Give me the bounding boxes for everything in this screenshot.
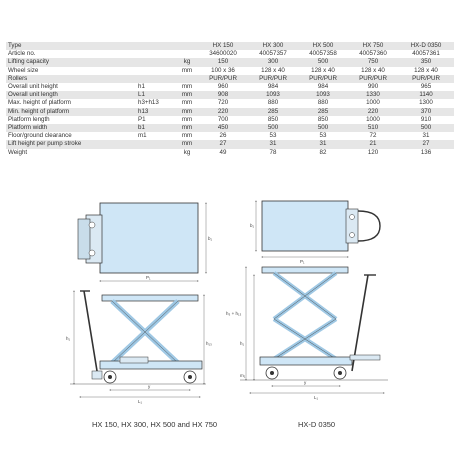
- side-view-drawing: [66, 291, 212, 404]
- row-symbol: m1: [134, 132, 176, 140]
- dim-label-h3h13: h₃ + h₁₃: [226, 311, 242, 316]
- row-label: Platform length: [6, 116, 134, 124]
- caption-left: HX 150, HX 300, HX 500 and HX 750: [92, 420, 218, 429]
- row-symbol: [134, 149, 176, 157]
- row-symbol: [134, 58, 176, 66]
- table-cell: 984: [248, 83, 298, 91]
- row-symbol: P1: [134, 116, 176, 124]
- table-row: [6, 83, 454, 91]
- table-cell: 500: [248, 124, 298, 132]
- table-cell: 984: [298, 83, 348, 91]
- row-label: Type: [6, 42, 134, 50]
- table-cell: 53: [298, 132, 348, 140]
- row-label: Wheel size: [6, 67, 134, 75]
- row-symbol: [134, 42, 176, 50]
- dim-label-h13-left: h₁₃: [206, 341, 212, 346]
- row-symbol: L1: [134, 91, 176, 99]
- dim-label-p1-top: P₁: [146, 275, 151, 280]
- row-label: Article no.: [6, 50, 134, 58]
- table-cell: 285: [298, 108, 348, 116]
- table-cell: 78: [248, 149, 298, 157]
- row-unit: [176, 42, 198, 50]
- table-cell: 128 x 40: [348, 67, 398, 75]
- dim-label-y-left: y: [148, 384, 151, 389]
- row-label: Rollers: [6, 75, 134, 83]
- table-cell: 1330: [348, 91, 398, 99]
- table-cell: 128 x 40: [398, 67, 454, 75]
- row-symbol: h13: [134, 108, 176, 116]
- table-cell: PUR/PUR: [348, 75, 398, 83]
- table-cell: 1093: [248, 91, 298, 99]
- table-row: [6, 50, 454, 58]
- dim-label-h1-hxd: h₁: [240, 341, 245, 346]
- table-cell: 40057358: [298, 50, 348, 58]
- table-cell: 26: [198, 132, 248, 140]
- row-label: Overall unit length: [6, 91, 134, 99]
- table-cell: 850: [248, 116, 298, 124]
- table-cell: 150: [198, 58, 248, 66]
- table-row: [6, 149, 454, 157]
- table-cell: 300: [248, 58, 298, 66]
- table-cell: 990: [348, 83, 398, 91]
- caption-right: HX-D 0350: [298, 420, 336, 429]
- table-cell: 700: [198, 116, 248, 124]
- table-cell: 1300: [398, 99, 454, 107]
- spec-table: [6, 42, 454, 157]
- table-cell: 220: [198, 108, 248, 116]
- row-unit: mm: [176, 124, 198, 132]
- row-symbol: h1: [134, 83, 176, 91]
- row-label: Min. height of platform: [6, 108, 134, 116]
- table-cell: 1000: [348, 99, 398, 107]
- row-unit: [176, 75, 198, 83]
- dim-label-h1: h₁: [66, 336, 71, 341]
- dim-label-l1-left: L₁: [138, 399, 143, 404]
- row-unit: mm: [176, 132, 198, 140]
- table-cell: 1000: [348, 116, 398, 124]
- row-unit: mm: [176, 91, 198, 99]
- table-cell: 40057361: [398, 50, 454, 58]
- dim-label-b1-hxd: b₁: [250, 223, 255, 228]
- table-cell: 285: [248, 108, 298, 116]
- row-label: Lifting capacity: [6, 58, 134, 66]
- table-cell: 40057360: [348, 50, 398, 58]
- table-cell: 850: [298, 116, 348, 124]
- dim-label-y-hxd: y: [304, 380, 307, 385]
- table-row: [6, 75, 454, 83]
- row-label: Lift height per pump stroke: [6, 140, 134, 148]
- table-cell: 40057357: [248, 50, 298, 58]
- table-cell: PUR/PUR: [298, 75, 348, 83]
- table-cell: 1093: [298, 91, 348, 99]
- table-cell: 500: [298, 58, 348, 66]
- row-label: Floor/ground clearance: [6, 132, 134, 140]
- technical-drawings: [0, 195, 460, 415]
- table-cell: 510: [348, 124, 398, 132]
- table-cell: 350: [398, 58, 454, 66]
- table-cell: HX 150: [198, 42, 248, 50]
- row-symbol: [134, 67, 176, 75]
- table-cell: 31: [398, 132, 454, 140]
- table-cell: 100 x 36: [198, 67, 248, 75]
- row-label: Max. height of platform: [6, 99, 134, 107]
- table-row: [6, 132, 454, 140]
- table-cell: 49: [198, 149, 248, 157]
- top-view-drawing: [78, 203, 213, 281]
- row-label: Weight: [6, 149, 134, 157]
- dim-label-l1-hxd: L₁: [314, 395, 319, 400]
- row-symbol: [134, 140, 176, 148]
- row-symbol: h3+h13: [134, 99, 176, 107]
- table-cell: PUR/PUR: [198, 75, 248, 83]
- table-cell: 72: [348, 132, 398, 140]
- table-cell: 128 x 40: [298, 67, 348, 75]
- table-row: [6, 67, 454, 75]
- row-unit: [176, 50, 198, 58]
- table-cell: 500: [398, 124, 454, 132]
- table-cell: 31: [298, 140, 348, 148]
- table-cell: 136: [398, 149, 454, 157]
- row-label: Platform width: [6, 124, 134, 132]
- row-symbol: [134, 75, 176, 83]
- table-cell: HX 750: [348, 42, 398, 50]
- table-cell: 120: [348, 149, 398, 157]
- dim-label-p1-hxd: P₁: [300, 259, 305, 264]
- table-cell: 370: [398, 108, 454, 116]
- table-cell: PUR/PUR: [398, 75, 454, 83]
- table-cell: 910: [398, 116, 454, 124]
- table-cell: 880: [298, 99, 348, 107]
- table-cell: 908: [198, 91, 248, 99]
- dim-label-m1: m₁: [240, 373, 246, 378]
- table-cell: 27: [398, 140, 454, 148]
- side-view-drawing-hxd: [226, 267, 388, 400]
- table-row: [6, 58, 454, 66]
- row-label: Overall unit height: [6, 83, 134, 91]
- row-symbol: [134, 50, 176, 58]
- table-cell: 750: [348, 58, 398, 66]
- dim-label-b1-top: b₁: [208, 236, 213, 241]
- table-cell: 965: [398, 83, 454, 91]
- row-unit: kg: [176, 58, 198, 66]
- table-row: [6, 124, 454, 132]
- table-row: [6, 108, 454, 116]
- table-cell: 720: [198, 99, 248, 107]
- table-cell: PUR/PUR: [248, 75, 298, 83]
- table-cell: 500: [298, 124, 348, 132]
- table-cell: 82: [298, 149, 348, 157]
- row-unit: mm: [176, 116, 198, 124]
- table-cell: 27: [198, 140, 248, 148]
- table-cell: 53: [248, 132, 298, 140]
- table-cell: 220: [348, 108, 398, 116]
- table-header-row: [6, 42, 454, 50]
- table-cell: 960: [198, 83, 248, 91]
- table-cell: 31: [248, 140, 298, 148]
- table-cell: HX-D 0350: [398, 42, 454, 50]
- row-unit: mm: [176, 67, 198, 75]
- table-row: [6, 91, 454, 99]
- table-cell: HX 500: [298, 42, 348, 50]
- table-cell: 450: [198, 124, 248, 132]
- table-cell: HX 300: [248, 42, 298, 50]
- row-unit: mm: [176, 108, 198, 116]
- table-cell: 880: [248, 99, 298, 107]
- table-row: [6, 99, 454, 107]
- table-cell: 1140: [398, 91, 454, 99]
- table-cell: 21: [348, 140, 398, 148]
- row-symbol: b1: [134, 124, 176, 132]
- table-cell: 34600020: [198, 50, 248, 58]
- table-row: [6, 140, 454, 148]
- row-unit: mm: [176, 99, 198, 107]
- table-row: [6, 116, 454, 124]
- top-view-drawing-hxd: [250, 201, 380, 264]
- table-cell: 128 x 40: [248, 67, 298, 75]
- row-unit: mm: [176, 83, 198, 91]
- row-unit: kg: [176, 149, 198, 157]
- row-unit: mm: [176, 140, 198, 148]
